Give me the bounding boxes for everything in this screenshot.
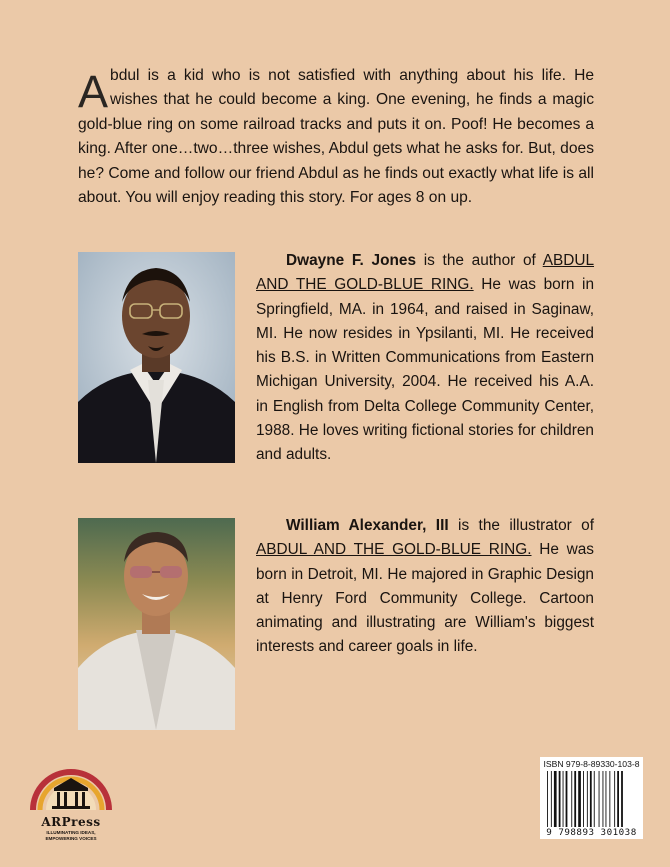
barcode-bar <box>578 771 581 827</box>
illustrator-photo <box>78 518 235 730</box>
barcode-number: 9 798893 301038 <box>546 827 637 838</box>
isbn-barcode <box>540 757 643 839</box>
barcode-bar <box>583 771 584 827</box>
illustrator-bio-intro: is the illustrator of <box>448 517 594 534</box>
author-name: Dwayne F. Jones <box>286 252 417 269</box>
barcode-bar <box>574 771 576 827</box>
barcode-bar <box>609 771 610 827</box>
illustrator-bio-text: He was born in Detroit, MI. He majored in Graphic Design at Henry Ford Community College. Cartoon animating and illustrating are William's biggest interests and career goals in life. <box>256 541 594 656</box>
barcode-bar <box>594 771 595 827</box>
drop-cap: A <box>78 66 109 117</box>
publisher-name: ARPress <box>41 815 101 829</box>
author-portrait-image <box>78 252 235 463</box>
barcode-bar <box>599 771 600 827</box>
book-blurb <box>78 64 594 210</box>
barcode-bar <box>617 771 619 827</box>
author-photo <box>78 252 235 463</box>
illustrator-book-title: ABDUL AND THE GOLD-BLUE RING. <box>256 541 532 559</box>
barcode-bar <box>547 771 548 827</box>
barcode-bar <box>587 771 588 827</box>
publisher-tagline <box>28 830 114 841</box>
barcode-bar <box>621 771 623 827</box>
barcode-bar <box>606 771 607 827</box>
isbn-label: ISBN 979-8-89330-103-8 <box>543 759 640 769</box>
barcode-bar <box>590 771 592 827</box>
barcode-bar <box>554 771 557 827</box>
barcode-bar <box>559 771 561 827</box>
barcode-bar <box>566 771 568 827</box>
barcode-bar <box>551 771 552 827</box>
blurb-text: bdul is a kid who is not satisfied with anything about his life. He wishes that he could become a king. One evening, he finds a magic gold-blue ring on some railroad tracks and puts it on. Poof! He becomes a king. After one…two…three wishes, Abdul gets what he asks for. But, does he? Come and follow our friend Abdul as he finds out exactly what life is all about. You will enjoy reading this story. For ages 8 on up. <box>78 67 594 207</box>
barcode-bar <box>603 771 604 827</box>
author-bio-intro: is the author of <box>416 252 543 269</box>
author-bio <box>256 249 594 468</box>
barcode-bar <box>614 771 615 827</box>
illustrator-portrait-image <box>78 518 235 730</box>
author-book-title: ABDUL AND THE GOLD-BLUE RING. <box>256 252 595 294</box>
publisher-tagline-1: ILLUMINATING IDEAS, <box>46 830 96 835</box>
barcode-icon <box>546 771 638 829</box>
publisher-tagline-2: EMPOWERING VOICES <box>45 835 97 841</box>
barcode-bar <box>571 771 572 827</box>
illustrator-name: William Alexander, III <box>286 517 449 534</box>
author-bio-text: He was born in Springfield, MA. in 1964, and raised in Saginaw, MI. He now resides in Ypsilanti, MI. He received his B.S. in Written Communications from Eastern Michigan University, 2004. He received his A.A. in English from Delta College Community Center, 1988. He loves writing fictional stories for children and adults. <box>256 276 595 464</box>
barcode-bar <box>563 771 564 827</box>
illustrator-bio <box>256 514 594 660</box>
